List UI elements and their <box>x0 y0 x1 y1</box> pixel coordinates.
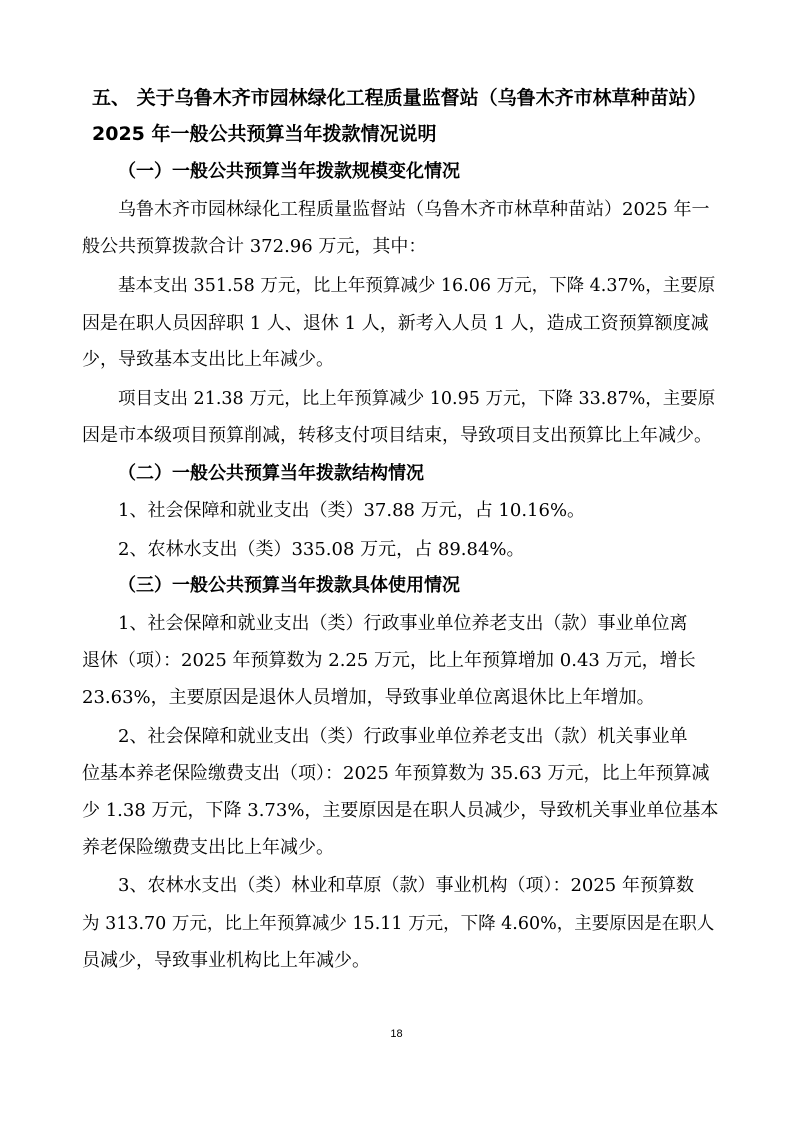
section-1-title: （一）一般公共预算当年拨款规模变化情况 <box>118 161 460 182</box>
s3-p1-line-2: 退休（项）：2025 年预算数为 2.25 万元，比上年预算增加 0.43 万元，增长 <box>82 650 696 671</box>
s1-p2-line-3: 少，导致基本支出比上年减少。 <box>82 349 334 370</box>
s2-item-2: 2、农林水支出（类）335.08 万元，占 89.84%。 <box>118 539 525 560</box>
s1-p3-line-2: 因是市本级项目预算削减，转移支付项目结束，导致项目支出预算比上年减少。 <box>82 425 712 446</box>
section-2-title: （二）一般公共预算当年拨款结构情况 <box>118 463 424 484</box>
s3-p2-line-4: 养老保险缴费支出比上年减少。 <box>82 837 334 858</box>
s1-p2-line-1: 基本支出 351.58 万元，比上年预算减少 16.06 万元，下降 4.37%，主要原 <box>118 276 716 296</box>
s1-p3-line-1: 项目支出 21.38 万元，比上年预算减少 10.95 万元，下降 33.87%，主要原 <box>118 389 716 409</box>
s1-p1-line-2: 般公共预算拨款合计 372.96 万元，其中： <box>82 236 427 257</box>
heading-line-1: 五、 关于乌鲁木齐市园林绿化工程质量监督站（乌鲁木齐市林草种苗站） <box>92 87 707 109</box>
s2-item-1: 1、社会保障和就业支出（类）37.88 万元，占 10.16%。 <box>118 500 586 521</box>
section-3-title: （三）一般公共预算当年拨款具体使用情况 <box>118 575 460 596</box>
s1-p2-line-2: 因是在职人员因辞职 1 人、退休 1 人，新考入人员 1 人，造成工资预算额度减 <box>82 313 709 334</box>
s3-p3-line-2: 为 313.70 万元，比上年预算减少 15.11 万元，下降 4.60%，主要原因是在职人 <box>82 914 715 934</box>
s3-p2-line-2: 位基本养老保险缴费支出（项）：2025 年预算数为 35.63 万元，比上年预算减 <box>82 763 710 784</box>
s3-p2-line-3: 少 1.38 万元，下降 3.73%，主要原因是在职人员减少，导致机关事业单位基本 <box>82 800 719 821</box>
s1-p1-line-1: 乌鲁木齐市园林绿化工程质量监督站（乌鲁木齐市林草种苗站）2025 年一 <box>118 199 710 220</box>
s3-p2-line-1: 2、社会保障和就业支出（类）行政事业单位养老支出（款）机关事业单 <box>118 726 688 747</box>
s3-p3-line-1: 3、农林水支出（类）林业和草原（款）事业机构（项）：2025 年预算数 <box>118 875 694 896</box>
heading-line-2: 2025 年一般公共预算当年拨款情况说明 <box>92 123 437 145</box>
s3-p1-line-1: 1、社会保障和就业支出（类）行政事业单位养老支出（款）事业单位离 <box>118 613 688 634</box>
s3-p3-line-3: 员减少，导致事业机构比上年减少。 <box>82 950 370 971</box>
s3-p1-line-3: 23.63%，主要原因是退休人员增加，导致事业单位离退休比上年增加。 <box>82 687 655 708</box>
page-number: 18 <box>390 1028 403 1040</box>
